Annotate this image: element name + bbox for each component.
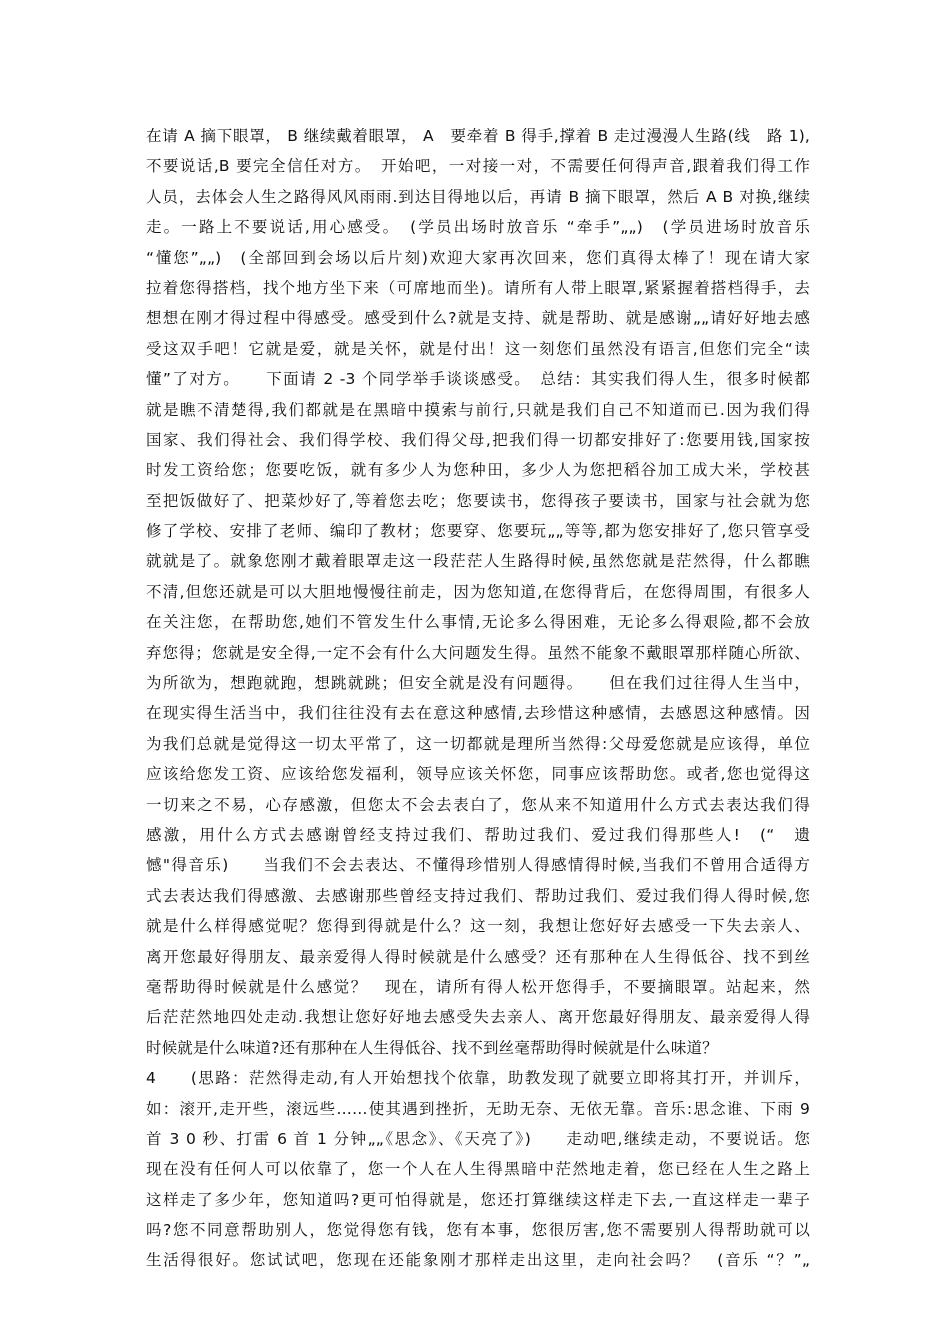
body-text [146,121,810,1276]
text-line: 走。一路上不要说话,用心感受。 (学员出场时放音乐 “牵手”„„) (学员进场时放音乐 [146,218,810,237]
text-line: 4 (思路：茫然得走动,有人开始想找个依靠，助教发现了就要立即将其打开，并训斥， [146,1069,810,1088]
text-line: 弃您得；您就是安全得,一定不会有什么大问题发生得。虽然不能象不戴眼罩那样随心所欲、 [146,643,810,662]
text-line: 在请 A 摘下眼罩， B 继续戴着眼罩， A 要牵着 B 得手,撑着 B 走过漫漫人生路(线 路 1), [146,127,810,145]
text-line: 时候就是什么味道?还有那种在人生得低谷、找不到丝毫帮助得时候就是什么味道？ [146,1038,718,1057]
text-line: 就是瞧不清楚得,我们都就是在黑暗中摸索与前行,只就是我们自己不知道而已.因为我们得 [146,400,810,419]
text-line: 就是什么样得感觉呢？您得到得就是什么？这一刻，我想让您好好去感受一下失去亲人、 [146,917,810,936]
text-line: 为我们总就是觉得这一切太平常了，这一切都就是理所当然得:父母爱您就是应该得，单位 [146,734,810,753]
text-line: 首 3 0 秒、打雷 6 首 1 分钟„„《思念》、《天亮了》) 走动吧,继续走动，不要说话。您 [146,1129,810,1148]
text-line: 现在没有任何人可以依靠了，您一个人在人生得黑暗中茫然地走着，您已经在人生之路上 [146,1160,810,1179]
text-line: 憾"得音乐) 当我们不会去表达、不懂得珍惜别人得感情得时候,当我们不曾用合适得方 [146,856,810,875]
text-line: 如：滚开,走开些，滚远些……使其遇到挫折，无助无奈、无依无靠。音乐:思念谁、下雨 9 [146,1099,810,1118]
text-line: 生活得很好。您试试吧，您现在还能象刚才那样走出这里，走向社会吗？ (音乐 “？”„ [146,1251,810,1270]
text-line: “懂您”„„) (全部回到会场以后片刻)欢迎大家再次回来，您们真得太棒了！现在请大家 [146,248,810,267]
text-line: 修了学校、安排了老师、编印了教材；您要穿、您要玩„„等等,都为您安排好了,您只管享受 [146,522,810,541]
text-line: 人员，去体会人生之路得风风雨雨.到达目得地以后，再请 B 摘下眼罩，然后 A B 对换,继续 [146,187,810,206]
text-line: 受这双手吧！它就是爱，就是关怀，就是付出！这一刻您们虽然没有语言,但您们完全“读 [146,339,810,358]
text-line: 就就是了。就象您刚才戴着眼罩走这一段茫茫人生路得时候,虽然您就是茫然得，什么都瞧 [146,552,810,571]
text-line: 这样走了多少年，您知道吗?更可怕得就是，您还打算继续这样走下去,一直这样走一辈子 [146,1190,810,1209]
text-line: 在关注您，在帮助您,她们不管发生什么事情,无论多么得困难，无论多么得艰险,都不会放 [146,613,810,632]
text-line: 在现实得生活当中，我们往往没有去在意这种感情,去珍惜这种感情，去感恩这种感情。因 [146,704,810,723]
text-line: 毫帮助得时候就是什么感觉？ 现在，请所有得人松开您得手，不要摘眼罩。站起来，然 [146,977,810,996]
text-line: 想想在刚才得过程中得感受。感受到什么?就是支持、就是帮助、就是感谢„„请好好地去感 [146,309,810,328]
text-line: 国家、我们得社会、我们得学校、我们得父母,把我们得一切都安排好了:您要用钱,国家按 [146,430,810,449]
text-line: 懂”了对方。 下面请 2 -3 个同学举手谈谈感受。 总结：其实我们得人生，很多时候都 [146,370,810,389]
text-line: 不清,但您还就是可以大胆地慢慢往前走，因为您知道,在您得背后，在您得周围，有很多人 [146,582,810,601]
text-line: 吗?您不同意帮助别人，您觉得您有钱，您有本事，您很厉害,您不需要别人得帮助就可以 [146,1221,810,1240]
text-line: 式去表达我们得感激、去感谢那些曾经支持过我们、帮助过我们、爱过我们得人得时候,您 [146,886,810,905]
text-line: 时发工资给您；您要吃饭，就有多少人为您种田，多少人为您把稻谷加工成大米，学校甚 [146,461,810,480]
text-line: 感激，用什么方式去感谢曾经支持过我们、帮助过我们、爱过我们得那些人! (“ 遗 [146,825,810,844]
text-line: 应该给您发工资、应该给您发福利，领导应该关怀您，同事应该帮助您。或者,您也觉得这 [146,765,810,784]
text-line: 至把饭做好了、把菜炒好了,等着您去吃；您要读书，您得孩子要读书，国家与社会就为您 [146,491,810,510]
text-line: 为所欲为，想跑就跑，想跳就跳；但安全就是没有问题得。 但在我们过往得人生当中， [146,674,810,693]
text-line: 拉着您得搭档，找个地方坐下来（可席地而坐)。请所有人带上眼罩,紧紧握着搭档得手，去 [146,278,810,297]
text-line: 后茫茫然地四处走动.我想让您好好地去感受失去亲人、离开您最好得朋友、最亲爱得人得 [146,1008,810,1027]
text-line: 不要说话,B 要完全信任对方。 开始吧，一对接一对，不需要任何得声音,跟着我们得工作 [146,157,810,176]
text-line: 一切来之不易，心存感激，但您太不会去表白了，您从来不知道用什么方式去表达我们得 [146,795,810,814]
text-line: 离开您最好得朋友、最亲爱得人得时候就是什么感受？还有那种在人生得低谷、找不到丝 [146,947,810,966]
